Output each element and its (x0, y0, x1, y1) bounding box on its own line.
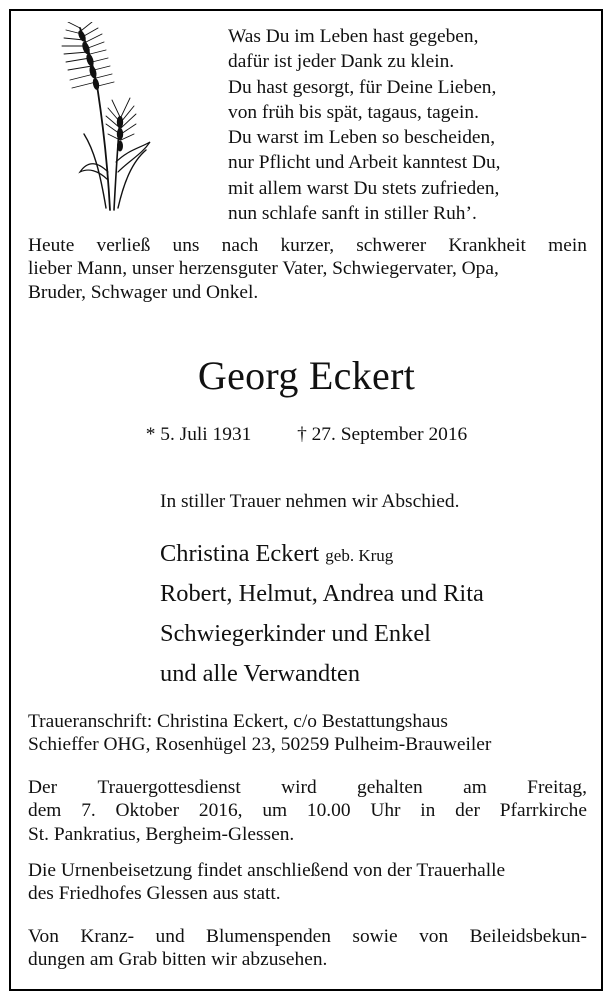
life-dates (0, 424, 613, 446)
address-line: Schieffer OHG, Rosenhügel 23, 50259 Pulheim-Brauweiler (28, 734, 492, 756)
word: Oktober (115, 800, 180, 822)
word: Krankheit (448, 235, 526, 256)
service-line-justified (28, 799, 587, 822)
word: um (262, 800, 288, 822)
word: von (419, 926, 449, 947)
word: am (463, 777, 487, 798)
wheat-illustration (58, 22, 153, 212)
word: dem (28, 800, 62, 822)
poem-line: dafür ist jeder Dank zu klein. (228, 51, 455, 73)
word: mein (548, 235, 587, 256)
word: gehalten (357, 777, 423, 798)
mourner-in-laws: Schwiegerkinder und Enkel (160, 620, 431, 647)
word: nach (221, 235, 259, 256)
service-paragraph (28, 776, 587, 846)
word: Trauergottesdienst (97, 777, 241, 798)
word: in (420, 800, 436, 822)
mourner-children: Robert, Helmut, Andrea und Rita (160, 580, 484, 607)
poem-line: mit allem warst Du stets zufrieden, (228, 177, 500, 199)
word: 2016, (198, 800, 243, 822)
address-line: Traueranschrift: Christina Eckert, c/o Bestattungshaus (28, 711, 448, 732)
service-line-justified (28, 776, 587, 799)
death-date: † 27. September 2016 (297, 424, 468, 445)
address-block (28, 710, 587, 757)
word: kurzer, (280, 235, 335, 256)
word: schwerer (356, 235, 427, 256)
mourner-spouse (160, 540, 393, 568)
urn-paragraph (28, 859, 587, 906)
intro-line: lieber Mann, unser herzensguter Vater, Schwiegervater, Opa, (28, 258, 499, 280)
word: Uhr (370, 800, 401, 822)
word: Kranz- (80, 926, 135, 947)
poem-line: nur Pflicht und Arbeit kanntest Du, (228, 152, 501, 174)
intro-line-justified (28, 234, 587, 257)
intro-paragraph (28, 234, 587, 304)
word: Der (28, 777, 58, 798)
word: 10.00 (306, 800, 351, 822)
word: Freitag, (527, 777, 587, 798)
word: Beileidsbekun- (469, 926, 587, 947)
word: und (155, 926, 185, 947)
poem-line: Du hast gesorgt, für Deine Lieben, (228, 76, 497, 98)
birth-date: * 5. Juli 1931 (145, 424, 252, 445)
word: Von (28, 926, 59, 947)
spouse-name: Christina Eckert (160, 540, 320, 567)
urn-line: des Friedhofes Glessen aus statt. (28, 883, 281, 905)
word: uns (172, 235, 200, 256)
word: wird (281, 777, 317, 798)
flowers-line-justified (28, 925, 587, 948)
poem-line: Du warst im Leben so bescheiden, (228, 127, 496, 149)
spouse-maiden-name: geb. Krug (325, 546, 394, 565)
poem (228, 24, 501, 226)
word: sowie (352, 926, 398, 947)
poem-line: nun schlafe sanft in stiller Ruh’. (228, 203, 477, 225)
intro-line: Bruder, Schwager und Onkel. (28, 281, 259, 303)
deceased-name: Georg Eckert (197, 353, 416, 398)
farewell-line: In stiller Trauer nehmen wir Abschied. (160, 491, 460, 512)
mourner-relatives: und alle Verwandten (160, 660, 361, 687)
service-line: St. Pankratius, Bergheim-Glessen. (28, 823, 295, 845)
flowers-paragraph (28, 925, 587, 972)
word: Pfarrkirche (499, 800, 587, 822)
word: Heute (28, 235, 75, 256)
poem-line: Was Du im Leben hast gegeben, (228, 26, 479, 47)
word: der (455, 800, 480, 822)
poem-line: von früh bis spät, tagaus, tagein. (228, 101, 479, 123)
word: Blumenspenden (206, 926, 331, 947)
word: verließ (96, 235, 151, 256)
word: 7. (81, 800, 96, 822)
flowers-line: dungen am Grab bitten wir abzusehen. (28, 949, 328, 971)
urn-line: Die Urnenbeisetzung findet anschließend von der Trauerhalle (28, 860, 506, 881)
